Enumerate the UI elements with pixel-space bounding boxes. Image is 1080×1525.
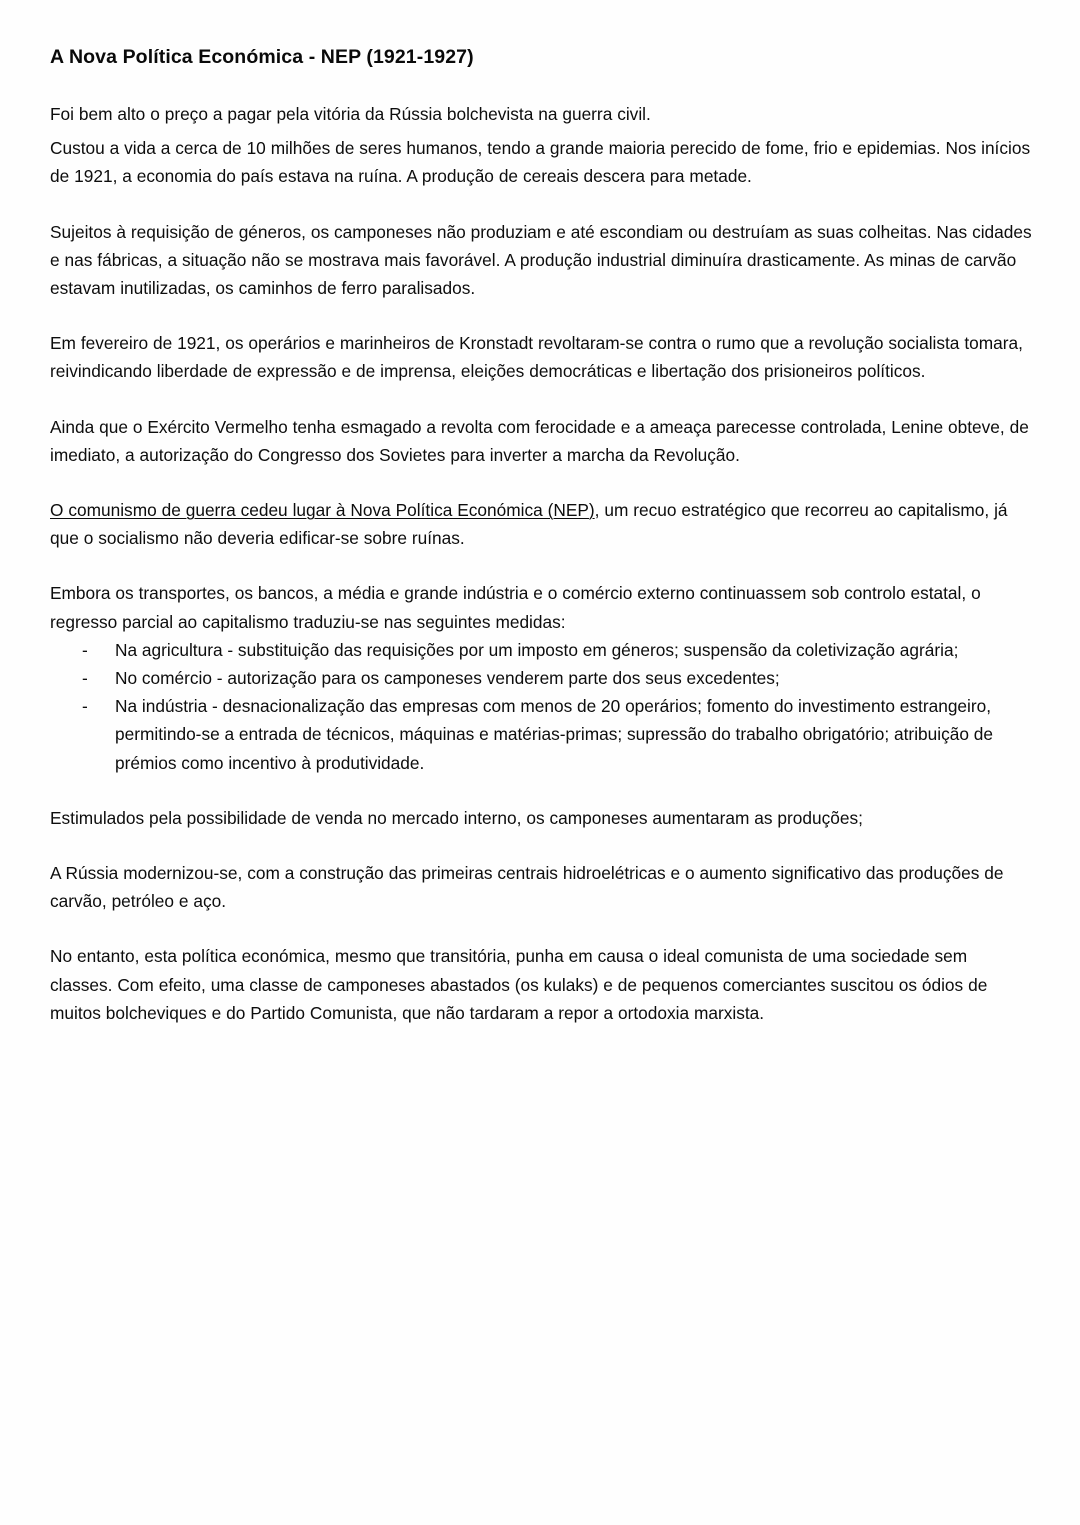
paragraph-peasant-production: Estimulados pela possibilidade de venda no mercado interno, os camponeses aumentaram as produções; [50,807,863,828]
list-item [50,664,1034,692]
paragraph-measures-intro: Embora os transportes, os bancos, a média e grande indústria e o comércio externo continuassem sob controlo estatal, o regresso parcial ao capitalismo traduziu-se nas seguintes medidas: [50,583,981,632]
list-bullet-marker: - [82,668,88,689]
list-item-text: No comércio - autorização para os camponeses venderem parte dos seus excedentes; [115,668,780,689]
list-bullet-marker: - [82,696,88,717]
list-item-text: Na indústria - desnacionalização das empresas com menos de 20 operários; fomento do investimento estrangeiro, permitindo-se a entrada de técnicos, máquinas e matérias-primas; supressão do trabalho obrigatório; atribuição de prémios como incentivo à produtividade. [115,696,993,773]
list-bullet-marker: - [82,639,88,660]
measures-list [50,636,1034,777]
paragraph-peasant-requisitions: Sujeitos à requisição de géneros, os camponeses não produziam e até escondiam ou destruíam as suas colheitas. Nas cidades e nas fábricas, a situação não se mostrava mais favorável. A produção industrial diminuíra drasticamente. As minas de carvão estavam inutilizadas, os caminhos de ferro paralisados. [50,221,1032,299]
nep-definition-underlined-phrase: O comunismo de guerra cedeu lugar à Nova Política Económica (NEP) [50,500,595,521]
list-item-text: Na agricultura - substituição das requisições por um imposto em géneros; suspensão da coletivização agrária; [115,639,959,660]
paragraph-modernization: A Rússia modernizou-se, com a construção das primeiras centrais hidroelétricas e o aumento significativo das produções de carvão, petróleo e aço. [50,863,1004,912]
list-item [50,692,1034,777]
paragraph-intro-line-1: Foi bem alto o preço a pagar pela vitória da Rússia bolchevista na guerra civil. [50,104,651,124]
paragraph-red-army-lenin: Ainda que o Exército Vermelho tenha esmagado a revolta com ferocidade e a ameaça parecesse controlada, Lenine obteve, de imediato, a autorização do Congresso dos Sovietes para inverter a marcha da Revolução. [50,416,1029,465]
nep-definition-remainder: , um recuo estratégico que recorreu ao capitalismo, já que o socialismo não deveria edificar-se sobre ruínas. [50,500,1008,549]
list-item [50,636,1034,664]
paragraph-intro-line-2: Custou a vida a cerca de 10 milhões de seres humanos, tendo a grande maioria perecido de fome, frio e epidemias. Nos inícios de 1921, a economia do país estava na ruína. A produção de cereais descera para metade. [50,138,1031,187]
page-title: A Nova Política Económica - NEP (1921-1927) [50,46,474,68]
paragraph-kronstadt-revolt: Em fevereiro de 1921, os operários e marinheiros de Kronstadt revoltaram-se contra o rumo que a revolução socialista tomara, reivindicando liberdade de expressão e de imprensa, eleições democráticas e libertação dos prisioneiros políticos. [50,333,1023,382]
document-content [50,44,1034,1054]
paragraph-nep-definition [50,496,1034,552]
paragraph-kulaks-conclusion: No entanto, esta política económica, mesmo que transitória, punha em causa o ideal comunista de uma sociedade sem classes. Com efeito, uma classe de camponeses abastados (os kulaks) e de pequenos comerciantes suscitou os ódios de muitos bolcheviques e do Partido Comunista, que não tardaram a repor a ortodoxia marxista. [50,946,988,1023]
